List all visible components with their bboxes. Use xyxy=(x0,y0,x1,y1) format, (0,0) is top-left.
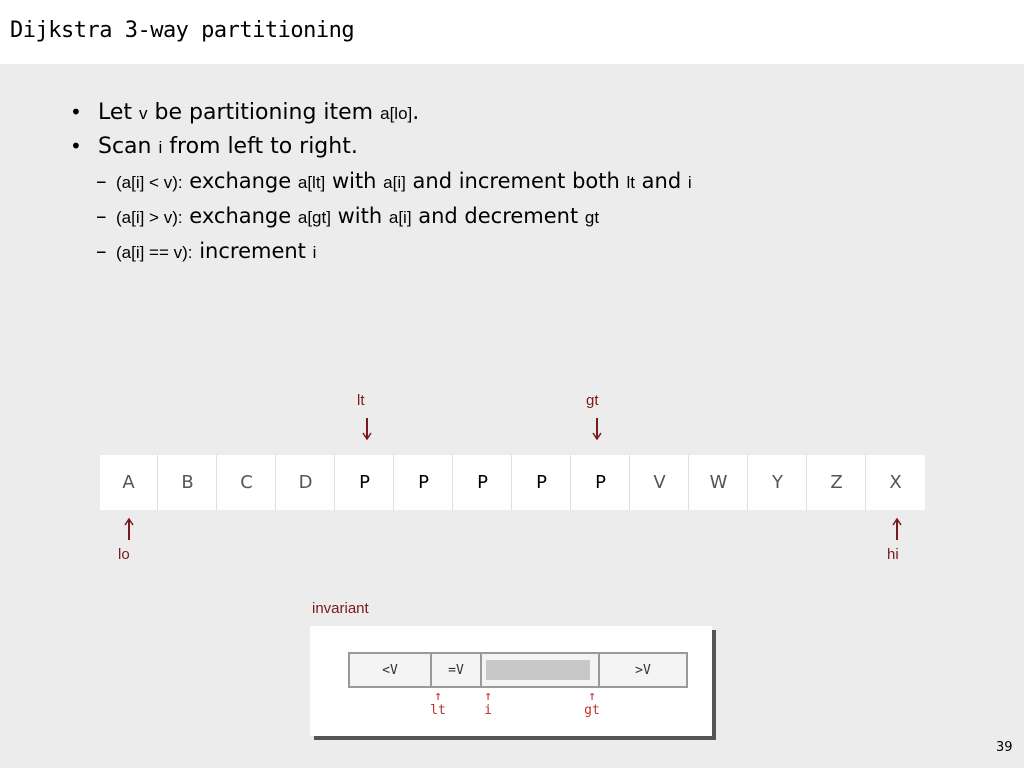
rule-code: gt xyxy=(584,208,600,227)
bullet-text: . xyxy=(412,100,420,125)
array-cell: Y xyxy=(749,455,807,510)
rule-text: increment xyxy=(192,239,313,263)
rule-equal xyxy=(96,239,316,263)
bullet-text: be partitioning item xyxy=(147,100,381,125)
bullet-text: from left to right. xyxy=(162,134,358,159)
rule-text: with xyxy=(330,204,389,228)
array-cell: X xyxy=(867,455,924,510)
rule-condition: (a[i] < v): xyxy=(116,173,183,192)
dash-icon: – xyxy=(96,239,107,263)
array-cell: P xyxy=(454,455,512,510)
dash-icon: – xyxy=(96,169,107,193)
lo-label: lo xyxy=(118,546,130,563)
rule-text: with xyxy=(325,169,384,193)
array-cell: C xyxy=(218,455,276,510)
rule-text: and increment both xyxy=(405,169,627,193)
rule-condition: (a[i] == v): xyxy=(116,243,193,262)
invariant-gt-pointer xyxy=(580,690,604,718)
bullet-dot-icon: • xyxy=(70,100,82,124)
up-arrow-icon: ↑ xyxy=(434,689,442,704)
slide-title: Dijkstra 3-way partitioning xyxy=(10,18,355,43)
lo-arrow-icon xyxy=(122,516,136,540)
invariant-i-pointer xyxy=(478,690,498,718)
up-arrow-icon: ↑ xyxy=(484,689,492,704)
array xyxy=(100,455,925,510)
array-cell: P xyxy=(572,455,630,510)
gt-arrow-icon xyxy=(590,418,604,442)
lt-arrow-icon xyxy=(360,418,374,442)
rule-less xyxy=(96,169,692,193)
rule-code: lt xyxy=(626,173,635,192)
code-i: i xyxy=(158,138,163,157)
hi-arrow-icon xyxy=(890,516,904,540)
array-cell: A xyxy=(100,455,158,510)
invariant-bar xyxy=(348,652,688,688)
array-cell: B xyxy=(159,455,217,510)
invariant-lt-label: lt xyxy=(430,703,446,718)
lt-label: lt xyxy=(357,392,365,409)
array-cell: P xyxy=(513,455,571,510)
bullet-text: Let xyxy=(98,100,140,125)
array-cell: W xyxy=(690,455,748,510)
invariant-label: invariant xyxy=(312,600,369,617)
dash-icon: – xyxy=(96,204,107,228)
array-cell: Z xyxy=(808,455,866,510)
hi-label: hi xyxy=(887,546,899,563)
code-v: v xyxy=(139,104,148,123)
title-bar xyxy=(0,0,1024,64)
rule-condition: (a[i] > v): xyxy=(116,208,183,227)
bullet-1 xyxy=(70,100,419,125)
bullet-2 xyxy=(70,134,358,159)
invariant-i-label: i xyxy=(484,703,492,718)
page-number: 39 xyxy=(996,740,1013,755)
rule-code: a[i] xyxy=(383,173,406,192)
rule-code: i xyxy=(687,173,692,192)
segment-less: <V xyxy=(350,654,432,686)
bullet-text: Scan xyxy=(98,134,159,159)
invariant-lt-pointer xyxy=(428,690,448,718)
code-a-lo: a[lo] xyxy=(380,104,413,123)
invariant-gt-label: gt xyxy=(584,703,600,718)
rule-greater xyxy=(96,204,599,228)
rule-text: exchange xyxy=(182,204,298,228)
rule-code: a[gt] xyxy=(297,208,331,227)
rule-code: a[i] xyxy=(388,208,412,227)
array-cell: V xyxy=(631,455,689,510)
segment-greater: >V xyxy=(635,662,651,678)
array-cell: P xyxy=(336,455,394,510)
gt-label: gt xyxy=(586,392,599,409)
segment-equal: =V xyxy=(432,654,482,686)
rule-text: and xyxy=(635,169,688,193)
rule-text: and decrement xyxy=(411,204,585,228)
up-arrow-icon: ↑ xyxy=(588,689,596,704)
array-cell: P xyxy=(395,455,453,510)
rule-code: i xyxy=(312,243,317,262)
rule-text: exchange xyxy=(182,169,298,193)
array-cell: D xyxy=(277,455,335,510)
rule-code: a[lt] xyxy=(297,173,326,192)
segment-unknown xyxy=(486,660,590,680)
bullet-dot-icon: • xyxy=(70,134,82,158)
